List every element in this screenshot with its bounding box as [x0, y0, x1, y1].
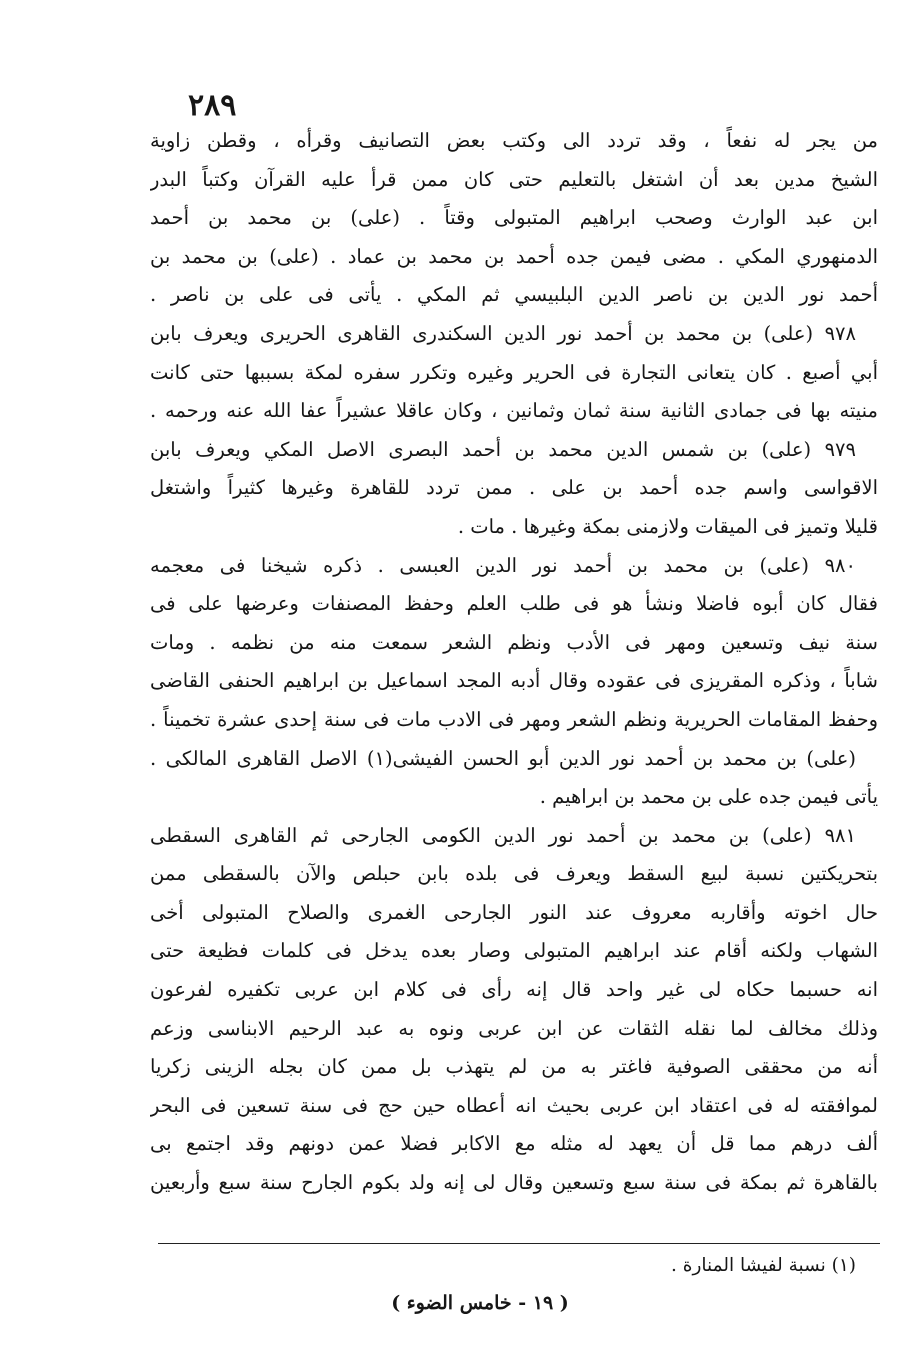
text-line: سنة نيف وتسعين ومهر فى الأدب ونظم الشعر سمعت منه من نظمه . ومات — [150, 630, 878, 654]
text-line: الشهاب ولكنه أقام عند ابراهيم المتبولى وصار بعده يدخل فى كلمات فظيعة حتى — [150, 939, 878, 963]
text-line: منيته بها فى جمادى الثانية سنة ثمان وثمانين ، وكان عاقلا عشيراً عفا الله عنه ورحمه . — [150, 399, 878, 423]
text-line: وذلك مخالف لما نقله الثقات عن ابن عربى ونوه به عبد الرحيم الابناسى وزعم — [150, 1016, 878, 1040]
text-line: أنه من محققى الصوفية فاغتر به من لم يتهذب بل ممن كان بجله الزينى زكريا — [150, 1055, 878, 1079]
footnote-divider — [158, 1243, 880, 1244]
text-line: انه حسبما حكاه لى غير واحد قال إنه رأى فى كلام ابن عربى تكفيره لفرعون — [150, 978, 878, 1002]
page-number: ٢٨٩ — [188, 88, 237, 123]
text-line: حال اخوته وأقاربه معروف عند النور الجارحى الغمرى والصلاح المتبولى أخى — [150, 900, 878, 924]
text-line: فقال كان أبوه فاضلا ونشأ هو فى طلب العلم وحفظ المصنفات وعرضها على فى — [150, 592, 878, 616]
entry-980-start: ٩٨٠ (على) بن محمد بن أحمد نور الدين العبسى . ذكره شيخنا فى معجمه — [150, 553, 856, 577]
text-line: أحمد نور الدين بن ناصر الدين البلبيسي ثم المكي . يأتى فى على بن ناصر . — [150, 283, 878, 307]
text-line: قليلا وتميز فى الميقات ولازمنى بمكة وغيرها . مات . — [457, 514, 878, 538]
text-line: يأتى فيمن جده على بن محمد بن ابراهيم . — [539, 785, 878, 809]
text-line: بتحريكتين نسبة لبيع السقط ويعرف فى بلده بابن حبلص والآن بالسقطى ممن — [150, 862, 878, 886]
text-line: ألف درهم مما قل أن يعهد له مثله مع الاكابر فضلا عمن دونهم وقد اجتمع بى — [150, 1132, 878, 1156]
entry-978-start: ٩٧٨ (على) بن محمد بن أحمد نور الدين السكندرى القاهرى الحريرى ويعرف بابن — [150, 321, 856, 345]
text-line: وحفظ المقامات الحريرية ونظم الشعر ومهر فى الادب مات فى سنة إحدى عشرة تخميناً . — [150, 707, 878, 731]
main-text — [150, 122, 878, 1203]
text-line: الدمنهوري المكي . مضى فيمن جده أحمد بن محمد بن عماد . (على) بن محمد بن — [150, 244, 878, 268]
text-line: بالقاهرة ثم بمكة فى سنة سبع وتسعين وقال لى إنه ولد بكوم الجارح سنة سبع وأربعين — [150, 1171, 878, 1195]
text-line: الاقواسى واسم جده أحمد بن على . ممن تردد للقاهرة وغيرها كثيراً واشتغل — [150, 476, 878, 500]
text-line: شاباً ، وذكره المقريزى فى عقوده وقال أدبه المجد اسماعيل بن ابراهيم الحنفى القاضى — [150, 669, 878, 693]
footnote: (١) نسبة لفيشا المنارة . — [671, 1255, 856, 1276]
entry-alfishi-start: (على) بن محمد بن أحمد نور الدين أبو الحسن الفيشى(١) الاصل القاهرى المالكى . — [150, 746, 856, 770]
entry-981-start: ٩٨١ (على) بن محمد بن أحمد نور الدين الكومى الجارحى ثم القاهرى السقطى — [150, 823, 856, 847]
text-line: أبي أصبع . كان يتعانى التجارة فى الحرير وغيره وتكرر سفره لمكة بسببها حتى كانت — [150, 360, 878, 384]
text-line: الشيخ مدين بعد أن اشتغل بالتعليم حتى كان ممن قرأ عليه القرآن وكتباً البدر — [150, 167, 878, 191]
signature-mark: ( ١٩ - خامس الضوء ) — [391, 1292, 569, 1314]
text-line: ابن عبد الوارث وصحب ابراهيم المتبولى وقتاً . (على) بن محمد بن أحمد — [150, 206, 878, 230]
entry-979-start: ٩٧٩ (على) بن شمس الدين محمد بن أحمد البصرى الاصل المكي ويعرف بابن — [150, 437, 856, 461]
text-line: من يجر له نفعاً ، وقد تردد الى وكتب بعض التصانيف وقرأه ، وقطن زاوية — [150, 129, 878, 152]
text-line: لموافقته له فى اعتقاد ابن عربى بحيث انه أعطاه حين حج فى سنة تسعين فى البحر — [150, 1093, 878, 1117]
